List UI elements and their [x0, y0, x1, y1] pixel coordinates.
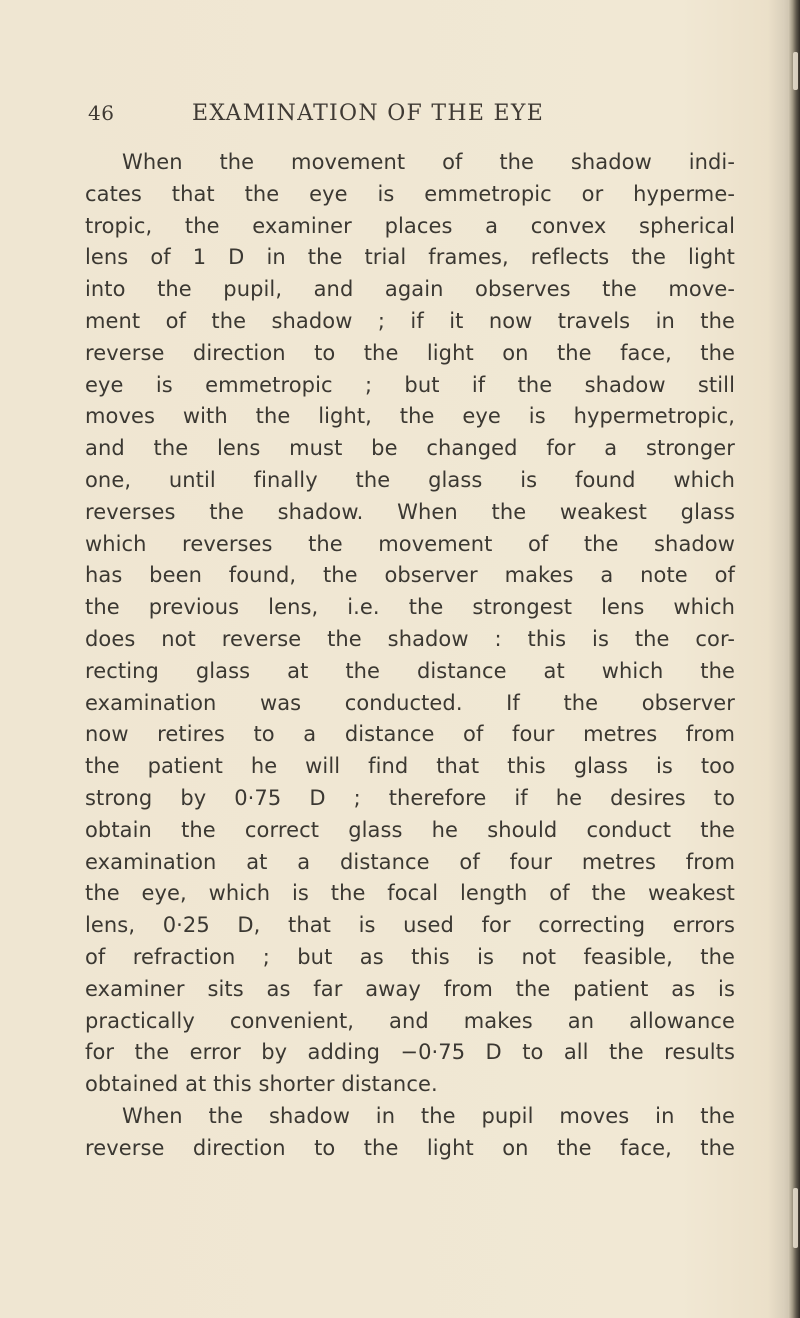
- body-text: [85, 147, 735, 1165]
- text-line: the previous lens, i.e. the strongest lens which: [85, 595, 735, 620]
- page-number: 46: [88, 101, 115, 125]
- text-line: one, until finally the glass is found which: [85, 467, 735, 492]
- text-line: of refraction ; but as this is not feasible, the: [85, 944, 735, 969]
- text-line: now retires to a distance of four metres from: [85, 722, 735, 747]
- text-line: the patient he will find that this glass is too: [85, 754, 735, 779]
- text-line: obtain the correct glass he should conduct the: [85, 817, 735, 842]
- text-line: reverses the shadow. When the weakest glass: [85, 499, 735, 524]
- text-line: examination at a distance of four metres from: [85, 849, 735, 874]
- text-line: examiner sits as far away from the patient as is: [85, 976, 735, 1001]
- text-line: and the lens must be changed for a stronger: [85, 436, 735, 461]
- text-line: eye is emmetropic ; but if the shadow still: [85, 372, 735, 397]
- text-line: obtained at this shorter distance.: [85, 1072, 438, 1097]
- running-head: EXAMINATION OF THE EYE: [192, 101, 545, 126]
- text-line: which reverses the movement of the shadow: [85, 531, 735, 556]
- text-line: moves with the light, the eye is hypermetropic,: [85, 404, 735, 429]
- text-line: the eye, which is the focal length of the weakest: [85, 881, 735, 906]
- text-line: examination was conducted. If the observer: [85, 690, 735, 715]
- page-edge-mark: [793, 1188, 798, 1248]
- text-line: recting glass at the distance at which the: [85, 658, 735, 683]
- page-right-edge: [788, 0, 800, 1318]
- text-line: into the pupil, and again observes the move-: [85, 277, 735, 302]
- text-line: has been found, the observer makes a note of: [85, 563, 735, 588]
- text-line: reverse direction to the light on the face, the: [85, 1135, 735, 1160]
- text-line: When the shadow in the pupil moves in the: [122, 1103, 735, 1128]
- text-line: lens of 1 D in the trial frames, reflects the light: [85, 245, 735, 270]
- text-line: tropic, the examiner places a convex spherical: [85, 213, 735, 238]
- text-line: ment of the shadow ; if it now travels in the: [85, 308, 735, 333]
- text-line: lens, 0·25 D, that is used for correcting errors: [85, 913, 735, 938]
- text-line: cates that the eye is emmetropic or hyperme-: [85, 181, 735, 206]
- page-header: [88, 97, 608, 131]
- text-line: for the error by adding −0·75 D to all the results: [85, 1040, 735, 1065]
- text-line: strong by 0·75 D ; therefore if he desires to: [85, 785, 735, 810]
- text-line: practically convenient, and makes an allowance: [85, 1008, 735, 1033]
- text-line: does not reverse the shadow : this is the cor-: [85, 626, 735, 651]
- text-line: reverse direction to the light on the face, the: [85, 340, 735, 365]
- page-edge-mark: [793, 52, 798, 90]
- text-line: When the movement of the shadow indi-: [122, 150, 735, 174]
